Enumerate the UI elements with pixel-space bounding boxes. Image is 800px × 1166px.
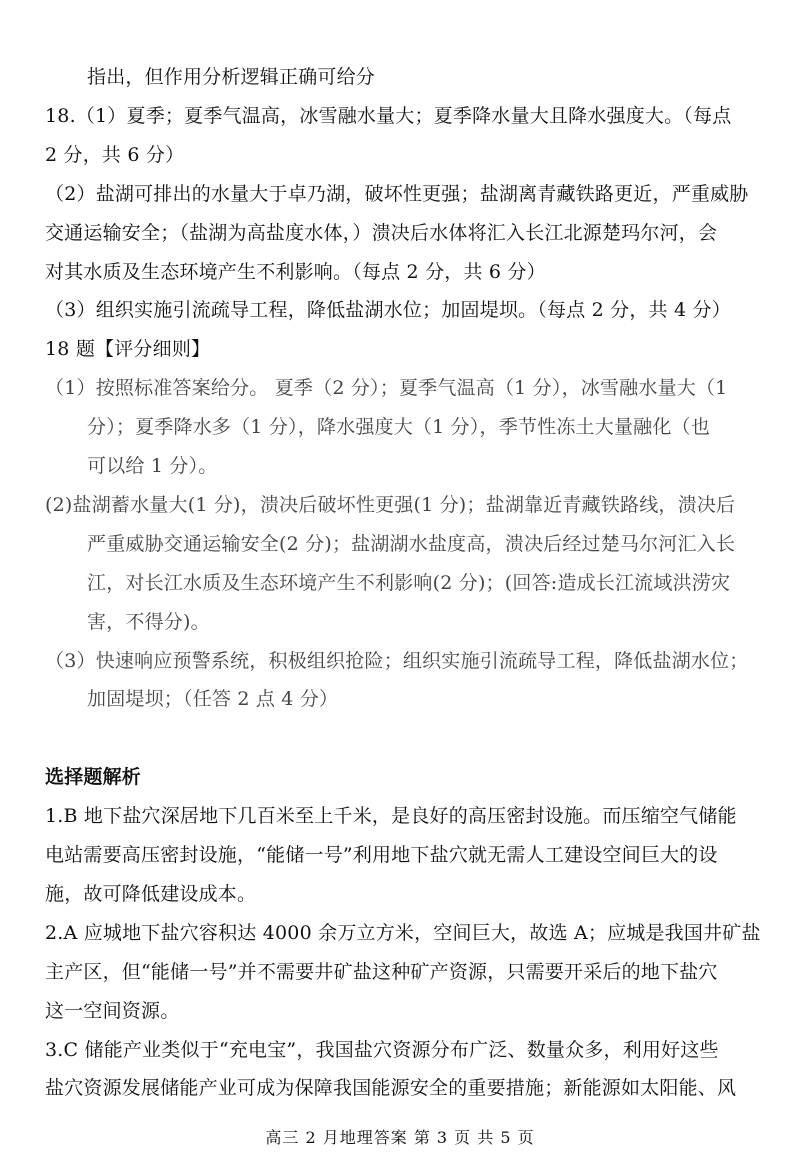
text-line: 加固堤坝；（任答 2 点 4 分） — [87, 688, 339, 710]
page-footer: 高三 2 月地理答案 第 3 页 共 5 页 — [265, 1128, 535, 1147]
text-line: 害，不得分)。 — [87, 611, 210, 633]
text-line: 这一空间资源。 — [45, 1000, 180, 1022]
text-line: 交通运输安全；（盐湖为高盐度水体，）溃决后水体将汇入长江北源楚玛尔河，会 — [45, 222, 718, 244]
text-line: 2.A 应城地下盐穴容积达 4000 余万立方米，空间巨大，故选 A；应城是我国井矿盐 — [45, 922, 761, 944]
text-line: 指出，但作用分析逻辑正确可给分 — [87, 66, 376, 88]
text-line: 3.C 储能产业类似于“充电宝”，我国盐穴资源分布广泛、数量众多，利用好这些 — [45, 1039, 719, 1061]
text-line: 盐穴资源发展储能产业可成为保障我国能源安全的重要措施；新能源如太阳能、风 — [45, 1077, 737, 1099]
text-line: 18 题【评分细则】 — [45, 338, 211, 360]
text-line: （2）盐湖可排出的水量大于卓乃湖，破坏性更强；盐湖离青藏铁路更近，严重威胁 — [45, 183, 749, 205]
text-line: 1.B 地下盐穴深居地下几百米至上千米，是良好的高压密封设施。而压缩空气储能 — [45, 805, 737, 827]
text-line: （1）按照标准答案给分。 夏季（2 分）；夏季气温高（1 分），冰雪融水量大（1 — [45, 377, 728, 399]
text-line: 对其水质及生态环境产生不利影响。（每点 2 分，共 6 分） — [45, 261, 546, 283]
text-line: 可以给 1 分）。 — [87, 455, 218, 477]
text-line: 选择题解析 — [45, 766, 142, 788]
text-line: （3）组织实施引流疏导工程，降低盐湖水位；加固堤坝。（每点 2 分，共 4 分） — [45, 299, 731, 321]
text-line: 江，对长江水质及生态环境产生不利影响(2 分)；(回答:造成长江流域洪涝灾 — [87, 572, 731, 594]
text-line: 18.（1）夏季；夏季气温高，冰雪融水量大；夏季降水量大且降水强度大。（每点 — [45, 105, 732, 127]
text-line: 2 分，共 6 分） — [45, 144, 185, 166]
text-line: 电站需要高压密封设施，“能储一号”利用地下盐穴就无需人工建设空间巨大的设 — [45, 844, 718, 866]
text-line: 分）；夏季降水多（1 分），降水强度大（1 分），季节性冻土大量融化（也 — [87, 416, 710, 438]
text-line: 主产区，但“能储一号”并不需要井矿盐这种矿产资源，只需要开采后的地下盐穴 — [45, 961, 718, 983]
text-line: (2)盐湖蓄水量大(1 分)，溃决后破坏性更强(1 分)；盐湖靠近青藏铁路线，溃决后 — [45, 494, 736, 516]
text-line: （3）快速响应预警系统，积极组织抢险；组织实施引流疏导工程，降低盐湖水位； — [45, 650, 749, 672]
text-line: 严重威胁交通运输安全(2 分)；盐湖湖水盐度高，溃决后经过楚马尔河汇入长 — [87, 533, 736, 555]
text-line: 施，故可降低建设成本。 — [45, 883, 257, 905]
